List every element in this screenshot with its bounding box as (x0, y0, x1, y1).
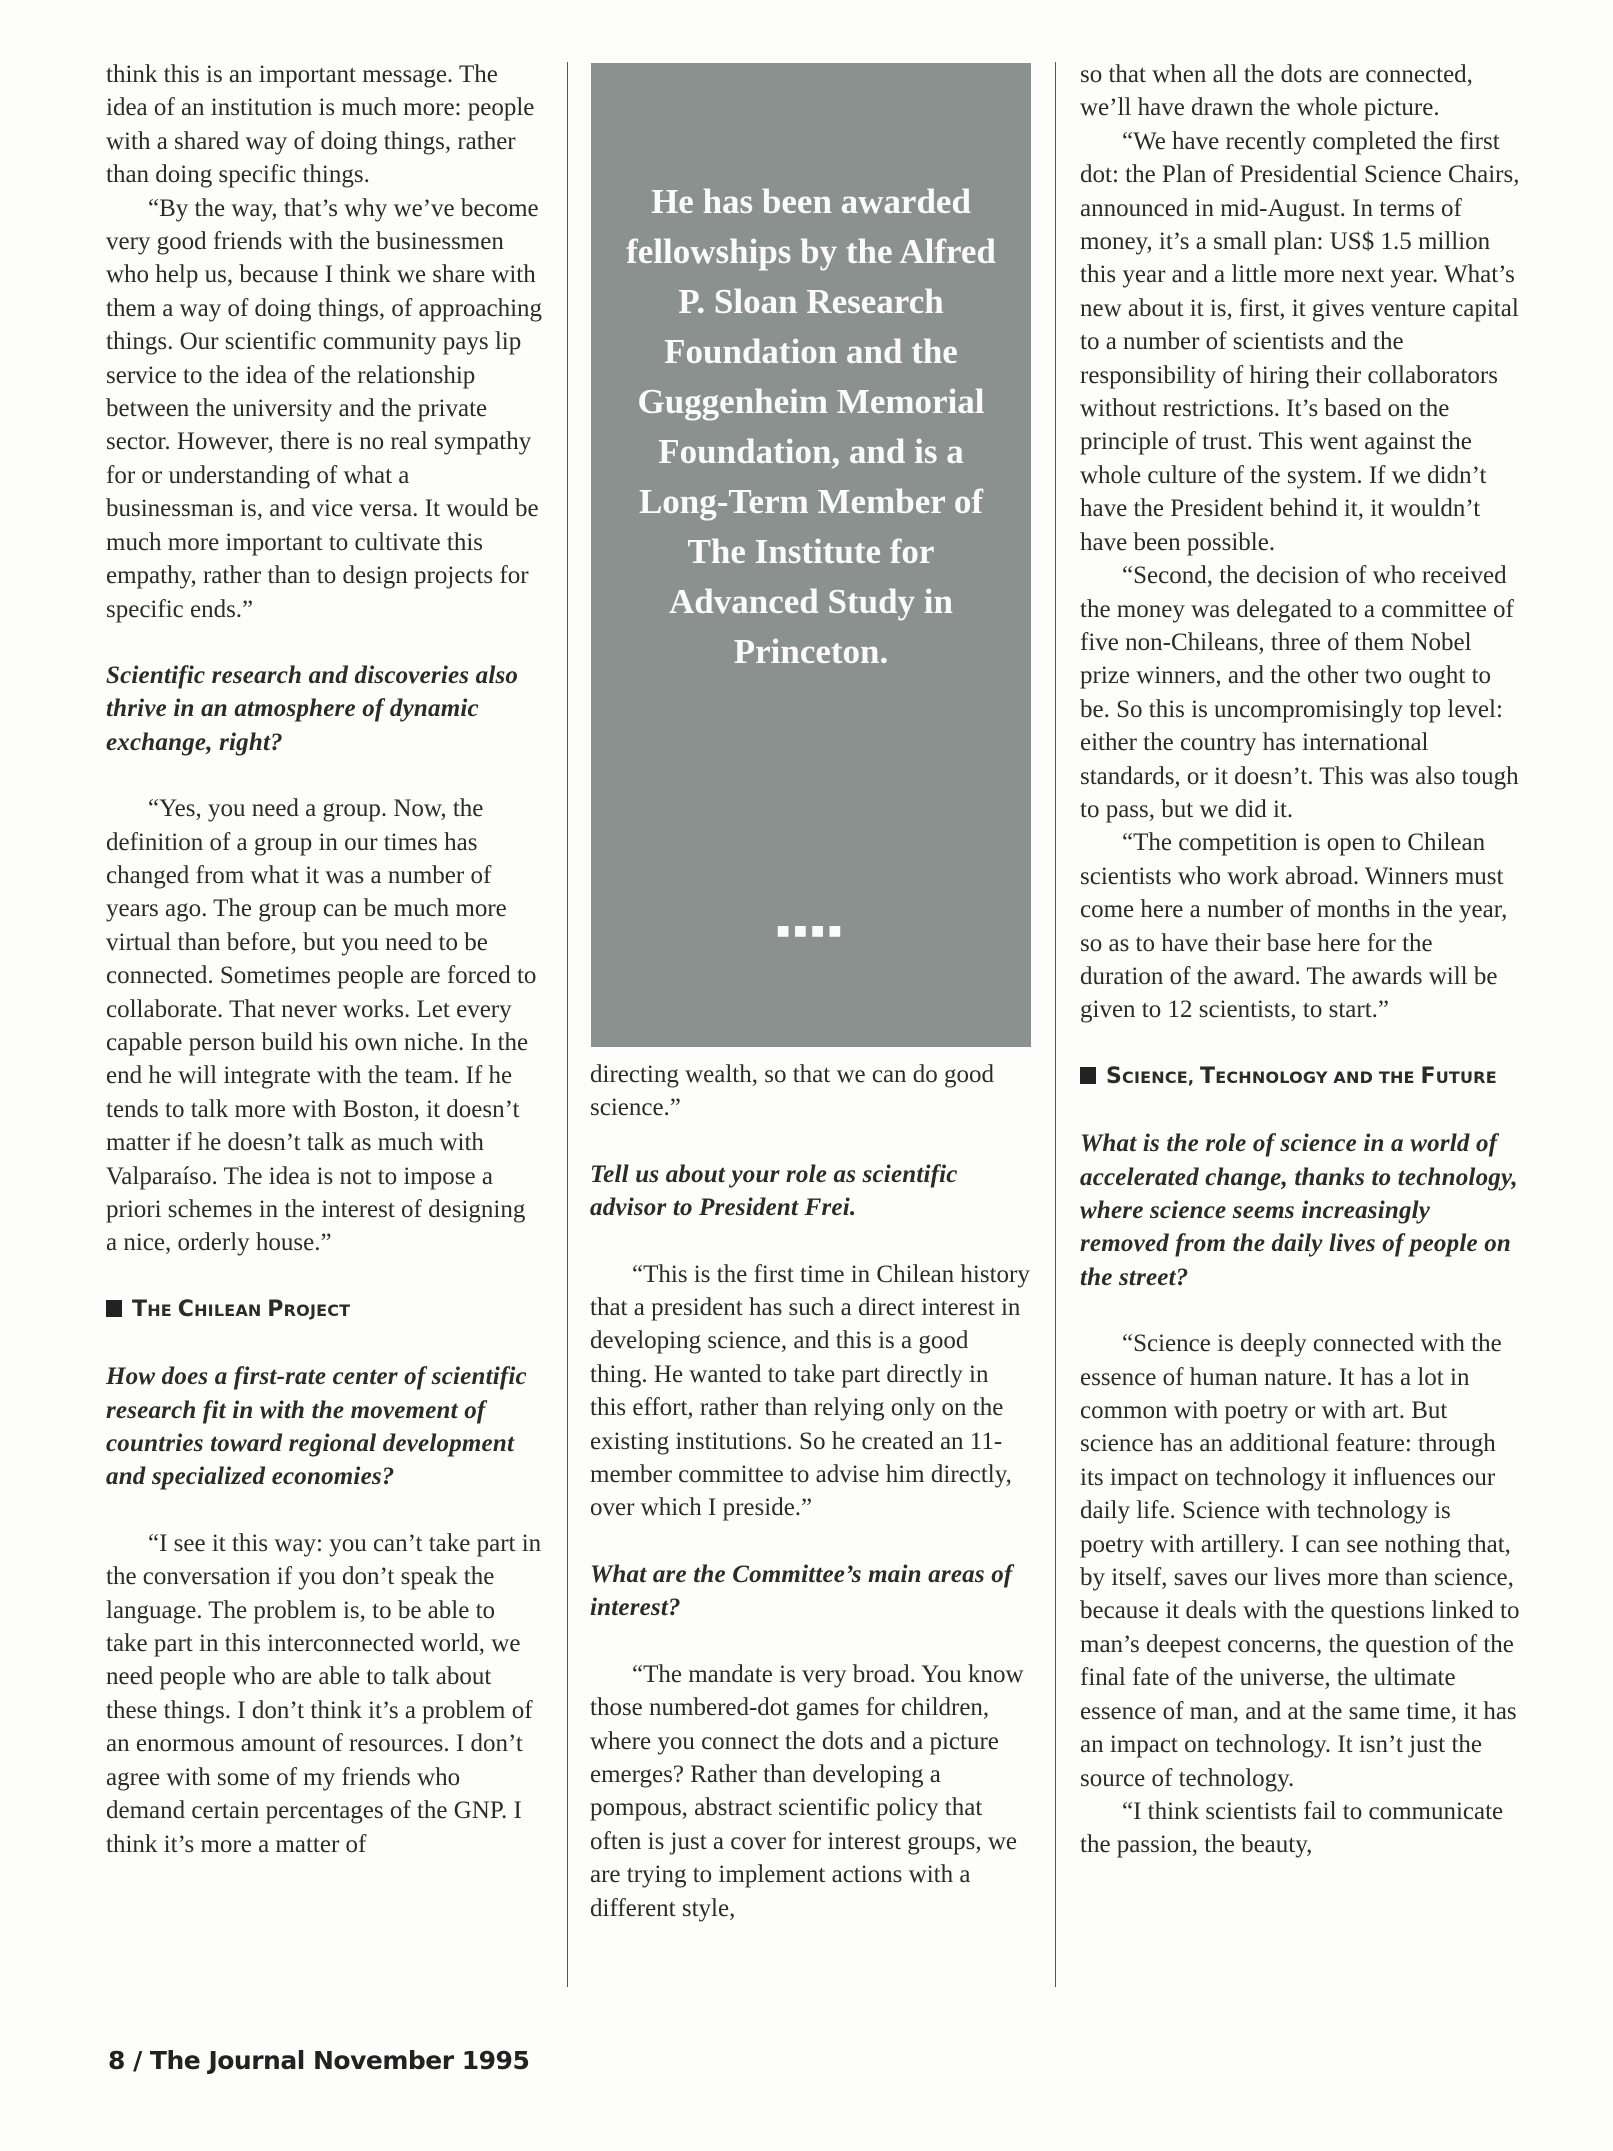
paragraph: “I see it this way: you can’t take part in the conversation if you don’t speak the language. The problem is, to be able to take part in this interconnected world, we need people who are able to talk about these things. I don’t think it’s a problem of an enormous amount of resources. I don’t agree with some of my friends who demand certain percentages of the GNP. I think it’s more a matter of (106, 1529, 542, 1858)
interview-question: What is the role of science in a world of accelerated change, thanks to technology, where science seems increasingly removed from the daily lives of people on the street? (1080, 1130, 1518, 1291)
section-heading-chilean-project: THE CHILEAN PROJECT (106, 1293, 542, 1327)
column-3 (1080, 58, 1520, 1862)
paragraph: “By the way, that’s why we’ve become very good friends with the businessmen who help us, because I think we share with them a way of doing things, of approaching things. Our scientific community pays lip service to the idea of the relationship between the university and the private sector. However, there is no real sympathy for or understanding of what a businessman is, and vice versa. It would be much more important to cultivate this empathy, rather than to design projects for specific ends.” (106, 194, 543, 623)
paragraph: “Second, the decision of who received the money was delegated to a committee of five non-Chileans, three of them Nobel prize winners, and the other two ought to be. So this is uncompromisingly top level: either the country has international standards, or it doesn’t. This was also tough to pass, but we did it. (1080, 562, 1519, 823)
paragraph: “Science is deeply connected with the essence of human nature. It has a lot in common with poetry or with art. But science has an additional feature: through its impact on technology it influences our daily life. Science with technology is poetry with artillery. I can see nothing that, by itself, saves our lives more than science, because it deals with the questions linked to man’s deepest concerns, the question of the final fate of the universe, the ultimate essence of man, and at the same time, it has an impact on technology. It isn’t just the source of technology. (1080, 1330, 1520, 1792)
section-heading-science-technology-future: SCIENCE, TECHNOLOGY AND THE FUTURE (1080, 1060, 1520, 1094)
paragraph: “The mandate is very broad. You know those numbered-dot games for children, where you connect the dots and a picture emerges? Rather than developing a pompous, abstract scientific policy that often is just a cover for interest groups, we are trying to implement actions with a different style, (590, 1660, 1024, 1922)
pull-quote-text: He has been awarded fellowships by the Alfred P. Sloan Research Foundation and the Guggenheim Memorial Foundation, and is a Long-Term Member of The Institute for Advanced Study in Princeton. (626, 182, 996, 671)
paragraph: “This is the first time in Chilean history that a president has such a direct interest in developing science, and this is a good thing. He wanted to take part directly in this effort, rather than relying only on the existing institutions. So he created an 11-member committee to advise him directly, over which I preside.” (590, 1260, 1030, 1522)
column-2 (590, 1058, 1030, 1925)
interview-question: Scientific research and discoveries also thrive in an atmosphere of dynamic exchange, right? (106, 661, 519, 756)
column-1 (106, 58, 542, 1861)
interview-question: What are the Committee’s main areas of interest? (590, 1560, 1013, 1622)
paragraph: think this is an important message. The idea of an institution is much more: people with a shared way of doing things, rather than doing specific things. (106, 61, 535, 189)
paragraph: “Yes, you need a group. Now, the definition of a group in our times has changed from what it was a number of years ago. The group can be much more virtual than before, but you need to be connected. Sometimes people are forced to collaborate. That never works. Let every capable person build his own niche. In the end he will integrate with the team. If he tends to talk more with Boston, it doesn’t matter if he doesn’t talk as much with Valparaíso. The idea is not to impose a priori schemes in the interest of designing a nice, orderly house.” (106, 795, 537, 1257)
paragraph: “I think scientists fail to communicate the passion, the beauty, (1080, 1797, 1504, 1859)
interview-question: How does a first-rate center of scientific research fit in with the movement of countries toward regional development and specialized economies? (106, 1363, 527, 1491)
page-footer: 8 / The Journal November 1995 (108, 2046, 530, 2075)
column-divider-right (1055, 62, 1056, 1987)
pull-quote-end-marks: ■■■■ (776, 923, 846, 939)
square-bullet-icon (106, 1300, 122, 1317)
paragraph: so that when all the dots are connected, we’ll have drawn the whole picture. (1080, 61, 1473, 122)
square-bullet-icon (1080, 1067, 1096, 1084)
interview-question: Tell us about your role as scientific advisor to President Frei. (590, 1160, 958, 1222)
paragraph: “The competition is open to Chilean scientists who work abroad. Winners must come here a number of months in the year, so as to have their base here for the duration of the award. The awards will be given to 12 scientists, to start.” (1080, 829, 1508, 1024)
paragraph: “We have recently completed the first dot: the Plan of Presidential Science Chairs, announced in mid-August. In terms of money, it’s a small plan: US$ 1.5 million this year and a little more next year. What’s new about it is, first, it gives venture capital to a number of scientists and the responsibility of hiring their collaborators without restrictions. It’s based on the principle of trust. This went against the whole culture of the system. If we didn’t have the President behind it, it wouldn’t have been possible. (1080, 127, 1520, 556)
column-divider-left (567, 62, 568, 1987)
paragraph: directing wealth, so that we can do good science.” (590, 1061, 995, 1122)
pull-quote-box (591, 63, 1031, 1047)
